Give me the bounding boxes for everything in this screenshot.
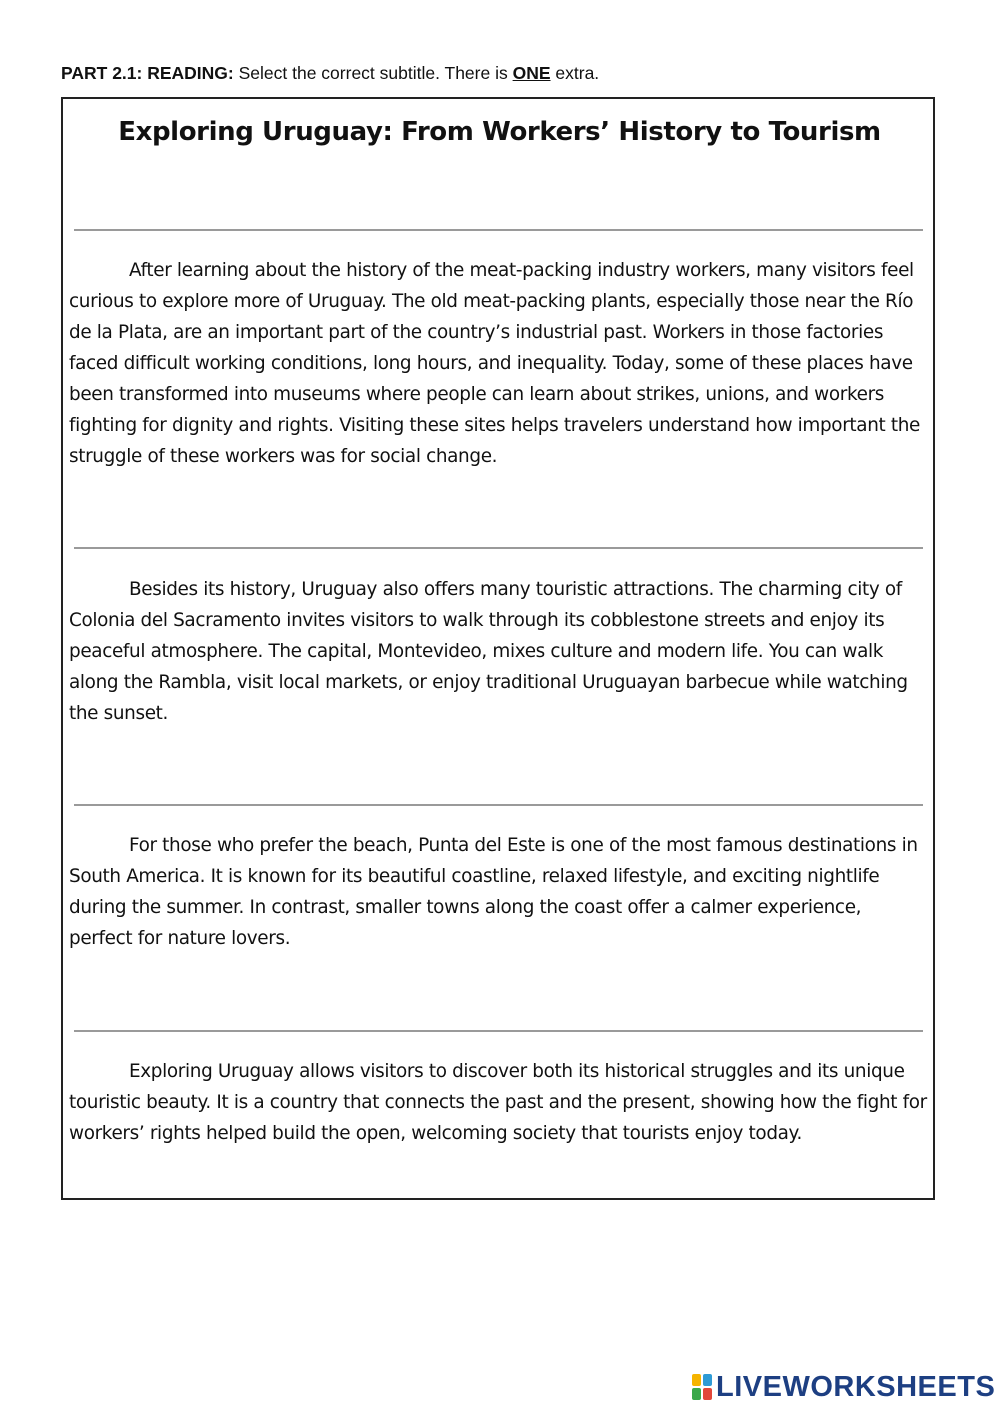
instruction-line [61, 61, 961, 85]
instruction-text-end: extra. [550, 63, 600, 83]
instruction-emphasis: ONE [512, 63, 551, 83]
paragraph-1: After learning about the history of the meat-packing industry workers, many visitors feel curious to explore more of Uruguay. The old meat-packing plants, especially those near the Río de la Plata, are an important part of the country’s industrial past. Workers in those factories faced difficult working conditions, long hours, and inequality. Today, some of these places have been transformed into museums where people can learn about strikes, unions, and workers fighting for dignity and rights. Visiting these sites helps travelers understand how important the struggle of these workers was for social change. [69, 260, 920, 467]
paragraph-3: For those who prefer the beach, Punta del Este is one of the most famous destinations in South America. It is known for its beautiful coastline, relaxed lifestyle, and exciting nightlife during the summer. In contrast, smaller towns along the coast offer a calmer experience, perfect for nature lovers. [69, 835, 918, 949]
instruction-text: Select the correct subtitle. There is [233, 63, 513, 83]
instruction-label: PART 2.1: READING: [61, 63, 234, 83]
subtitle-answer-line-4[interactable] [74, 1030, 923, 1032]
logo-text: LIVEWORKSHEETS [716, 1371, 996, 1403]
logo-badge-icon [692, 1374, 712, 1400]
paragraph-4: Exploring Uruguay allows visitors to discover both its historical struggles and its unique touristic beauty. It is a country that connects the past and the present, showing how the fight for workers’ rights helped build the open, welcoming society that tourists enjoy today. [69, 1061, 927, 1144]
subtitle-answer-line-2[interactable] [74, 547, 923, 549]
liveworksheets-logo [692, 1372, 995, 1402]
article-title: Exploring Uruguay: From Workers’ History to Tourism [118, 117, 881, 147]
subtitle-answer-line-3[interactable] [74, 804, 923, 806]
paragraph-2: Besides its history, Uruguay also offers many touristic attractions. The charming city of Colonia del Sacramento invites visitors to walk through its cobblestone streets and enjoy its peaceful atmosphere. The capital, Montevideo, mixes culture and modern life. You can walk along the Rambla, visit local markets, or enjoy traditional Uruguayan barbecue while watching the sunset. [69, 579, 908, 724]
subtitle-answer-line-1[interactable] [74, 229, 923, 231]
